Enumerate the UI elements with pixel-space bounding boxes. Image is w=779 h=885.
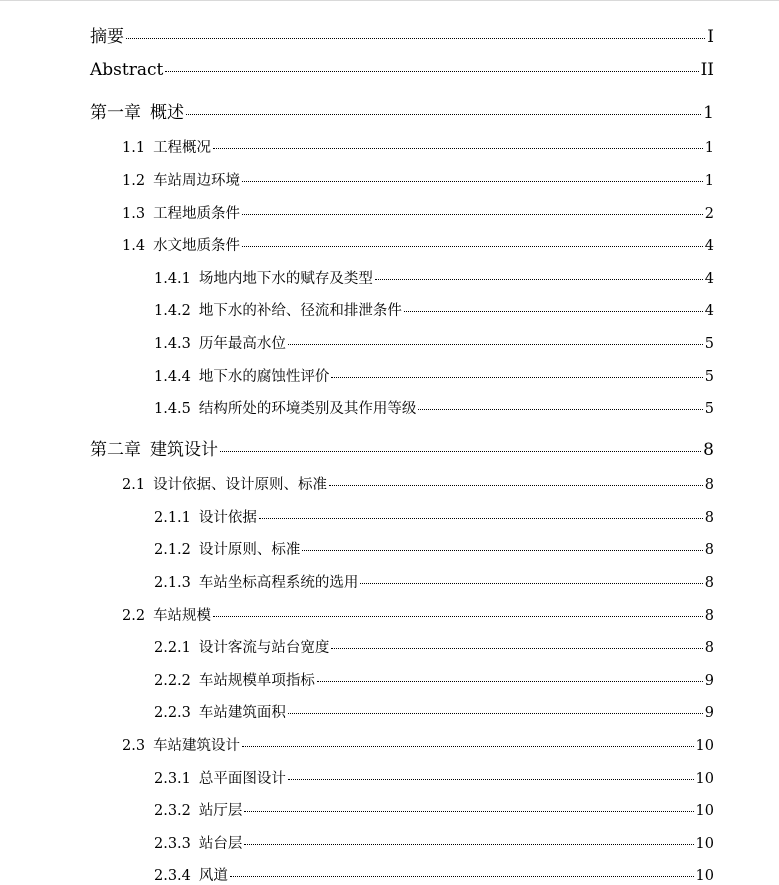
toc-entry-title: 设计原则、标准 xyxy=(198,542,301,558)
toc-entry-number: 1.4.5 xyxy=(154,401,191,417)
dot-leader xyxy=(244,811,693,812)
toc-entry-number: 1.4.3 xyxy=(154,336,191,352)
toc-entry-number: 2.3.4 xyxy=(154,868,191,884)
toc-entry-number: 2.2.2 xyxy=(154,673,191,689)
dot-leader xyxy=(404,311,703,312)
toc-entry-page-number: 5 xyxy=(704,401,714,417)
dot-leader xyxy=(288,344,703,345)
toc-entry[interactable] xyxy=(154,669,714,690)
dot-leader xyxy=(186,114,701,115)
toc-entry[interactable] xyxy=(122,136,714,157)
toc-entry-number: 第一章 xyxy=(90,103,141,123)
toc-entry[interactable] xyxy=(154,864,714,885)
dot-leader xyxy=(242,246,703,247)
toc-entry[interactable] xyxy=(90,98,714,123)
toc-entry-number: 2.2.3 xyxy=(154,705,191,721)
toc-entry-title: 工程地质条件 xyxy=(153,206,241,222)
dot-leader xyxy=(242,214,703,215)
toc-entry-title: 车站坐标高程系统的选用 xyxy=(198,575,359,591)
toc-entry[interactable] xyxy=(90,60,714,80)
toc-entry[interactable] xyxy=(154,267,714,288)
toc-entry-page-number: 4 xyxy=(704,303,714,319)
toc-entry-title: 车站规模单项指标 xyxy=(198,673,315,689)
toc-entry-number: 1.2 xyxy=(122,173,146,189)
toc-entry-title: 站厅层 xyxy=(198,803,243,819)
toc-entry-number: 2.2.1 xyxy=(154,640,191,656)
dot-leader xyxy=(165,71,698,72)
dot-leader xyxy=(329,485,703,486)
toc-entry-page-number: 9 xyxy=(704,673,714,689)
toc-entry-page-number: 1 xyxy=(704,140,714,156)
toc-entry-page-number: 5 xyxy=(704,369,714,385)
toc-entry[interactable] xyxy=(154,365,714,386)
toc-entry-title: 设计依据、设计原则、标准 xyxy=(153,477,328,493)
toc-entry-page-number: 8 xyxy=(703,440,714,460)
toc-entry-page-number: 4 xyxy=(704,238,714,254)
dot-leader xyxy=(220,451,701,452)
toc-entry-title: 场地内地下水的赋存及类型 xyxy=(198,271,373,287)
toc-entry-title: 历年最高水位 xyxy=(198,336,286,352)
toc-entry[interactable] xyxy=(154,799,714,820)
dot-leader xyxy=(331,648,702,649)
toc-entry-page-number: 8 xyxy=(704,510,714,526)
toc-entry-number: 1.4.2 xyxy=(154,303,191,319)
toc-entry-title: 车站建筑设计 xyxy=(153,738,241,754)
toc-entry[interactable] xyxy=(154,571,714,592)
toc-entry-title: 概述 xyxy=(150,103,184,123)
toc-entry-page-number: 4 xyxy=(704,271,714,287)
toc-entry-title: 总平面图设计 xyxy=(198,771,286,787)
toc-entry-title: 结构所处的环境类别及其作用等级 xyxy=(198,401,417,417)
toc-entry-page-number: 5 xyxy=(704,336,714,352)
toc-entry[interactable] xyxy=(154,299,714,320)
toc-entry-page-number: 8 xyxy=(704,477,714,493)
toc-entry-title: 设计依据 xyxy=(198,510,257,526)
dot-leader xyxy=(302,550,702,551)
toc-entry-title: 车站建筑面积 xyxy=(198,705,286,721)
dot-leader xyxy=(244,844,693,845)
toc-entry-page-number: 1 xyxy=(703,103,714,123)
toc-entry[interactable] xyxy=(90,22,714,47)
toc-entry-title: Abstract xyxy=(90,60,164,80)
toc-entry[interactable] xyxy=(154,701,714,722)
dot-leader xyxy=(317,681,703,682)
toc-entry-number: 2.3.2 xyxy=(154,803,191,819)
toc-entry-number: 2.1.3 xyxy=(154,575,191,591)
dot-leader xyxy=(360,583,702,584)
toc-entry-number: 2.3.1 xyxy=(154,771,191,787)
toc-entry-number: 2.3 xyxy=(122,738,146,754)
toc-entry-page-number: I xyxy=(707,27,714,47)
toc-entry-number: 2.1.2 xyxy=(154,542,191,558)
toc-entry[interactable] xyxy=(90,435,714,460)
toc-entry-number: 1.4 xyxy=(122,238,146,254)
toc-entry[interactable] xyxy=(122,169,714,190)
dot-leader xyxy=(213,148,703,149)
dot-leader xyxy=(126,38,705,39)
toc-entry[interactable] xyxy=(122,202,714,223)
toc-entry-number: 1.1 xyxy=(122,140,146,156)
toc-entry-page-number: 8 xyxy=(704,575,714,591)
toc-entry-title: 风道 xyxy=(198,868,228,884)
toc-entry[interactable] xyxy=(154,767,714,788)
dot-leader xyxy=(418,409,702,410)
toc-entry-title: 地下水的补给、径流和排泄条件 xyxy=(198,303,402,319)
toc-entry-title: 站台层 xyxy=(198,836,243,852)
dot-leader xyxy=(288,779,694,780)
toc-entry[interactable] xyxy=(154,832,714,853)
toc-entry-page-number: 9 xyxy=(704,705,714,721)
toc-entry-number: 1.4.1 xyxy=(154,271,191,287)
toc-entry-page-number: II xyxy=(700,60,714,80)
toc-entry[interactable] xyxy=(122,234,714,255)
toc-entry-number: 2.2 xyxy=(122,608,146,624)
toc-entry[interactable] xyxy=(122,604,714,625)
dot-leader xyxy=(375,279,703,280)
toc-entry-page-number: 10 xyxy=(695,771,714,787)
toc-entry[interactable] xyxy=(154,332,714,353)
toc-entry-number: 第二章 xyxy=(90,440,141,460)
dot-leader xyxy=(230,876,694,877)
toc-entry-number: 1.3 xyxy=(122,206,146,222)
dot-leader xyxy=(259,518,703,519)
toc-entry-title: 建筑设计 xyxy=(150,440,218,460)
dot-leader xyxy=(213,616,703,617)
toc-entry-number: 2.1.1 xyxy=(154,510,191,526)
toc-entry-number: 2.1 xyxy=(122,477,146,493)
toc-entry-title: 车站规模 xyxy=(153,608,212,624)
dot-leader xyxy=(242,746,693,747)
toc-entry-page-number: 8 xyxy=(704,640,714,656)
toc-entry[interactable] xyxy=(154,506,714,527)
toc-entry-title: 地下水的腐蚀性评价 xyxy=(198,369,330,385)
toc-entry-title: 摘要 xyxy=(90,27,124,47)
toc-entry-page-number: 1 xyxy=(704,173,714,189)
toc-entry-title: 水文地质条件 xyxy=(153,238,241,254)
toc-entry-page-number: 10 xyxy=(695,868,714,884)
toc-entry-page-number: 2 xyxy=(704,206,714,222)
toc-entry[interactable] xyxy=(122,734,714,755)
toc-entry-page-number: 10 xyxy=(695,836,714,852)
toc-entry-page-number: 8 xyxy=(704,542,714,558)
dot-leader xyxy=(288,713,703,714)
toc-entry[interactable] xyxy=(154,397,714,418)
dot-leader xyxy=(331,377,702,378)
toc-entry-title: 工程概况 xyxy=(153,140,212,156)
toc-entry[interactable] xyxy=(154,636,714,657)
toc-entry-page-number: 8 xyxy=(704,608,714,624)
toc-entry-title: 车站周边环境 xyxy=(153,173,241,189)
toc-entry[interactable] xyxy=(122,473,714,494)
dot-leader xyxy=(242,181,703,182)
toc-entry-number: 1.4.4 xyxy=(154,369,191,385)
toc-entry-page-number: 10 xyxy=(695,738,714,754)
toc-entry-title: 设计客流与站台宽度 xyxy=(198,640,330,656)
toc-entry-number: 2.3.3 xyxy=(154,836,191,852)
toc-entry-page-number: 10 xyxy=(695,803,714,819)
toc-entry[interactable] xyxy=(154,538,714,559)
